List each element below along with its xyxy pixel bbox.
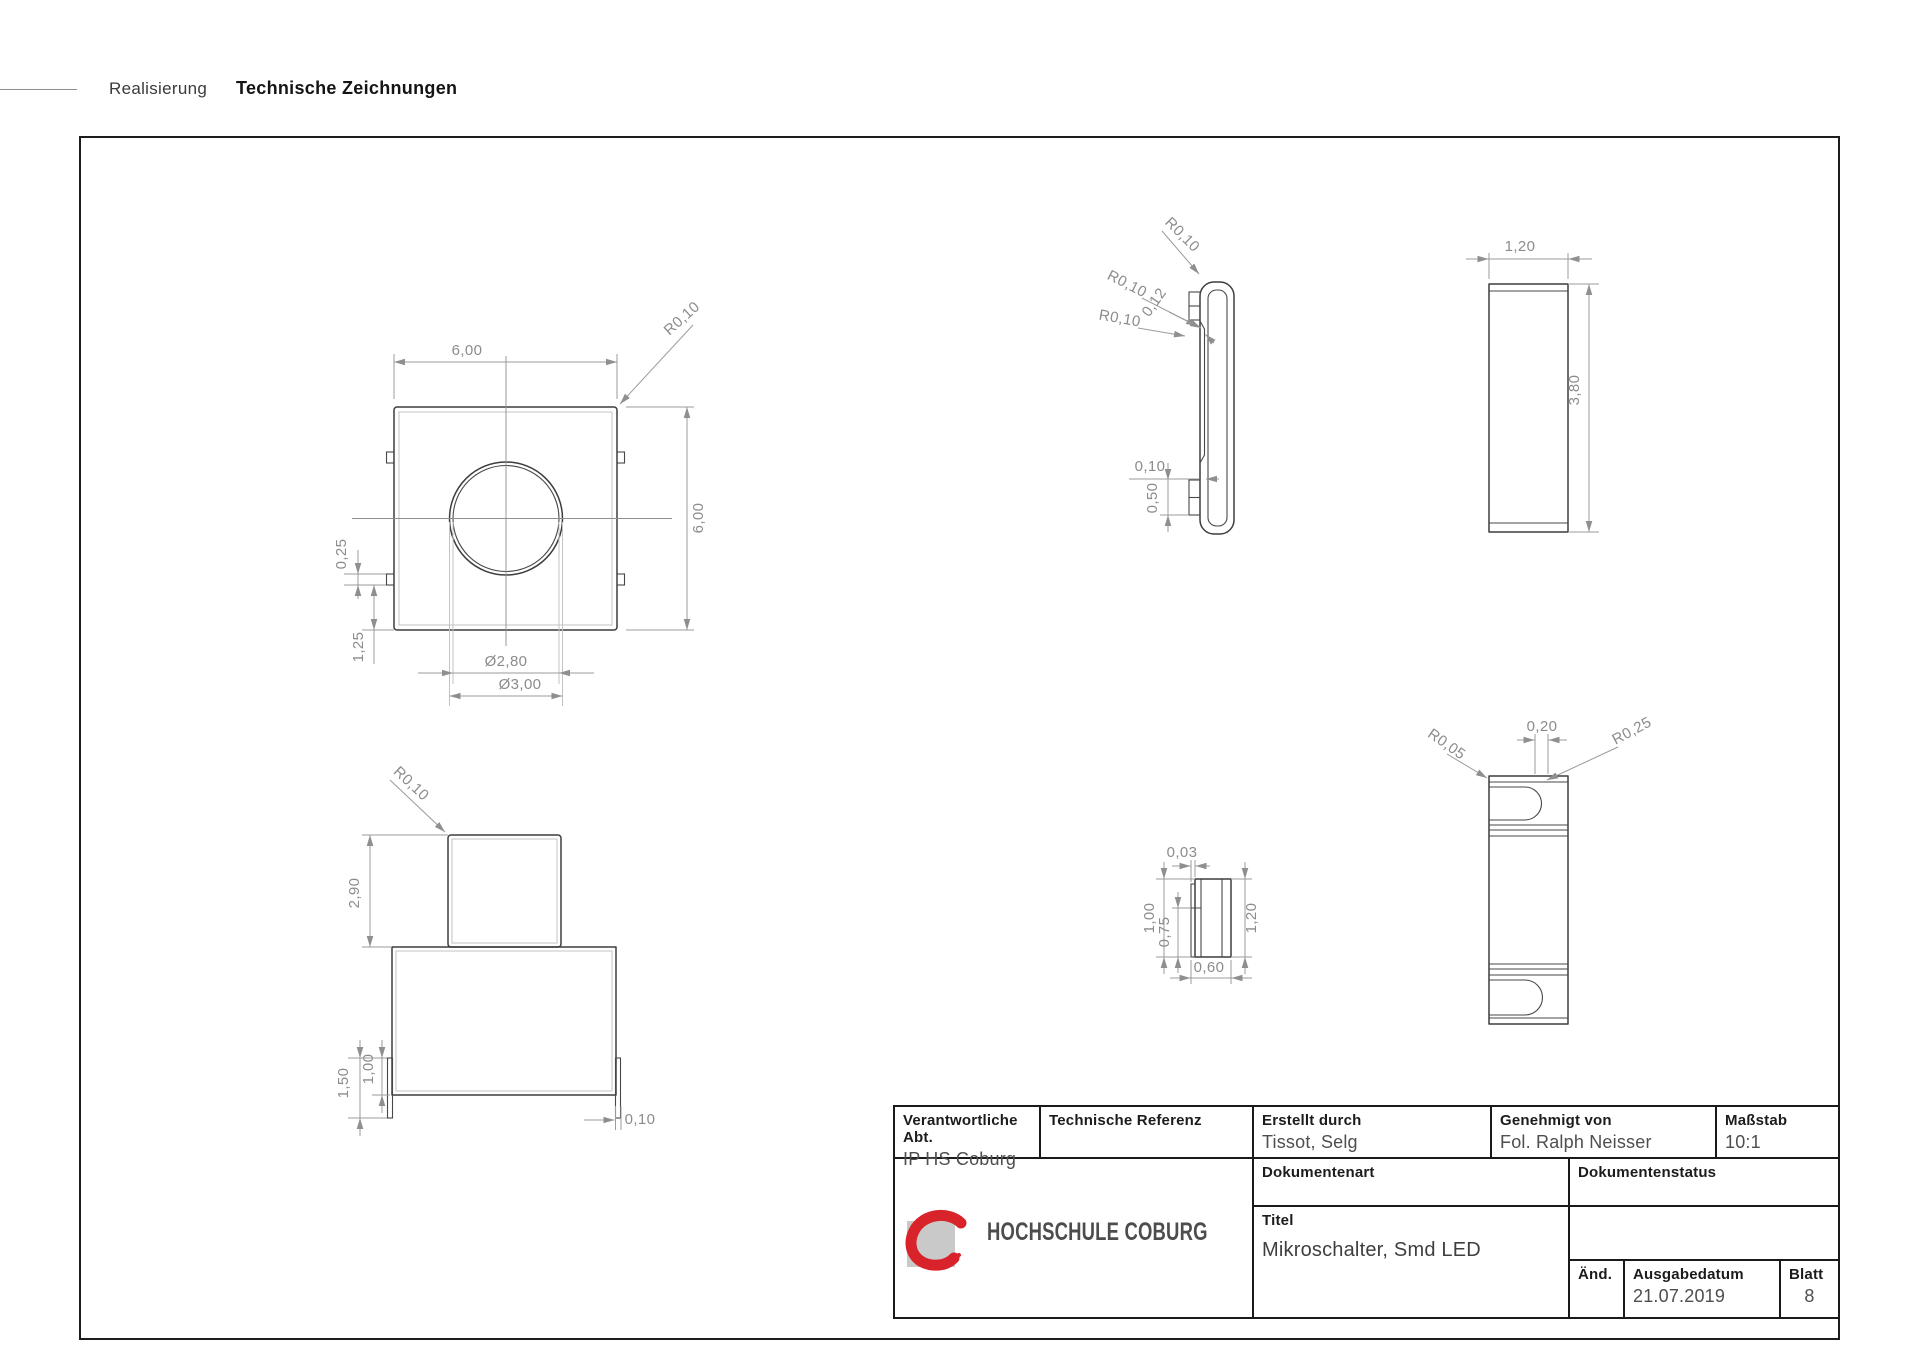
dim-corner-radius: R0,10 — [660, 298, 704, 340]
dim-height: 3,80 — [1566, 374, 1583, 406]
part-outline — [1200, 282, 1234, 534]
dim-tab-offset: 1,25 — [350, 631, 367, 663]
header-rule — [0, 89, 77, 90]
side-tab — [617, 452, 625, 463]
cell-scale — [1717, 1107, 1838, 1159]
dim-height-right: 1,20 — [1243, 902, 1260, 934]
dim-slot-offset: 0,20 — [1526, 718, 1558, 735]
sheet-label: Blatt — [1789, 1266, 1824, 1283]
side-tab — [387, 574, 395, 585]
dim-radius-mid: R0,10 — [1104, 266, 1150, 302]
dim-radius-top: R0,10 — [1161, 213, 1204, 256]
slot-top — [1489, 787, 1542, 820]
side-tab — [617, 574, 625, 585]
dim-button-height: 2,90 — [346, 877, 363, 909]
dim-radius-low: R0,10 — [1097, 306, 1142, 331]
dim-leg-upper: 1,00 — [360, 1053, 377, 1085]
slot-bottom — [1489, 980, 1542, 1015]
logo-wordmark: HOCHSCHULE COBURG — [987, 1218, 1208, 1246]
view-right — [1466, 238, 1599, 532]
cell-created — [1254, 1107, 1492, 1159]
cell-doc-status — [1570, 1159, 1838, 1207]
created-value: Tissot, Selg — [1262, 1132, 1358, 1152]
dim-tab-height: 0,25 — [333, 538, 350, 570]
cell-sheet — [1781, 1261, 1838, 1317]
view-detail — [1141, 844, 1260, 984]
title-label: Titel — [1262, 1212, 1294, 1229]
approved-value: Fol. Ralph Neisser — [1500, 1132, 1652, 1152]
dim-leg-total: 1,50 — [335, 1067, 352, 1099]
dim-hole-outer: Ø3,00 — [498, 676, 542, 693]
dim-width: 0,60 — [1193, 959, 1225, 976]
reference-label: Technische Referenz — [1049, 1112, 1202, 1129]
page-title: Technische Zeichnungen — [236, 78, 458, 98]
cell-status-value — [1570, 1207, 1838, 1261]
reference-value — [1041, 1129, 1252, 1132]
side-tab — [387, 452, 395, 463]
dim-hole-inner: Ø2,80 — [484, 653, 528, 670]
scale-value: 10:1 — [1725, 1132, 1761, 1152]
scale-label: Maßstab — [1725, 1112, 1788, 1129]
dim-height-inner: 0,75 — [1156, 916, 1173, 948]
hochschule-coburg-logo-icon — [899, 1209, 983, 1275]
dim-height: 6,00 — [690, 502, 707, 534]
dim-width: 6,00 — [451, 342, 483, 359]
drawing-frame — [79, 136, 1840, 1340]
title-value: Mikroschalter, Smd LED — [1262, 1239, 1481, 1261]
issue-date-value: 21.07.2019 — [1633, 1286, 1726, 1306]
part-outline — [1195, 879, 1231, 957]
cell-logo — [895, 1159, 1254, 1317]
cell-approved — [1492, 1107, 1717, 1159]
created-label: Erstellt durch — [1262, 1112, 1362, 1129]
dim-leg-width: 0,10 — [624, 1111, 656, 1128]
dim-step: 0,12 — [1138, 284, 1171, 320]
sheet-value: 8 — [1804, 1286, 1815, 1306]
issue-date-label: Ausgabedatum — [1633, 1266, 1744, 1283]
dim-height-outer: 1,00 — [1141, 902, 1158, 934]
cell-doc-type — [1254, 1159, 1570, 1207]
breadcrumb: Realisierung — [109, 79, 208, 98]
part-outline — [1489, 284, 1568, 532]
responsible-value: IP HS Coburg — [903, 1149, 1017, 1169]
view-corner — [1424, 714, 1654, 1024]
dim-pin-offset: 0,10 — [1134, 458, 1166, 475]
dim-radius-large: R0,25 — [1609, 713, 1655, 749]
button-outline — [448, 835, 561, 947]
view-front — [335, 763, 655, 1136]
dim-radius-small: R0,05 — [1424, 725, 1469, 764]
cell-reference — [1041, 1107, 1254, 1159]
cell-issue-date — [1625, 1261, 1781, 1317]
part-outline — [1489, 776, 1568, 1024]
dim-step: 0,03 — [1166, 844, 1198, 861]
responsible-label: Verantwortliche Abt. — [903, 1112, 1018, 1146]
doc-status-label: Dokumentenstatus — [1578, 1164, 1717, 1181]
cell-change — [1570, 1261, 1625, 1317]
title-block — [893, 1105, 1840, 1319]
body-outline — [392, 947, 616, 1095]
dim-pin-height: 0,50 — [1144, 482, 1161, 514]
view-top — [333, 298, 707, 706]
cell-title — [1254, 1207, 1570, 1317]
approved-label: Genehmigt von — [1500, 1112, 1612, 1129]
view-side — [1098, 214, 1234, 534]
dim-width: 1,20 — [1504, 238, 1536, 255]
change-label: Änd. — [1578, 1266, 1613, 1283]
cell-responsible — [895, 1107, 1041, 1169]
dim-corner-radius: R0,10 — [389, 763, 433, 805]
doc-type-label: Dokumentenart — [1262, 1164, 1375, 1181]
